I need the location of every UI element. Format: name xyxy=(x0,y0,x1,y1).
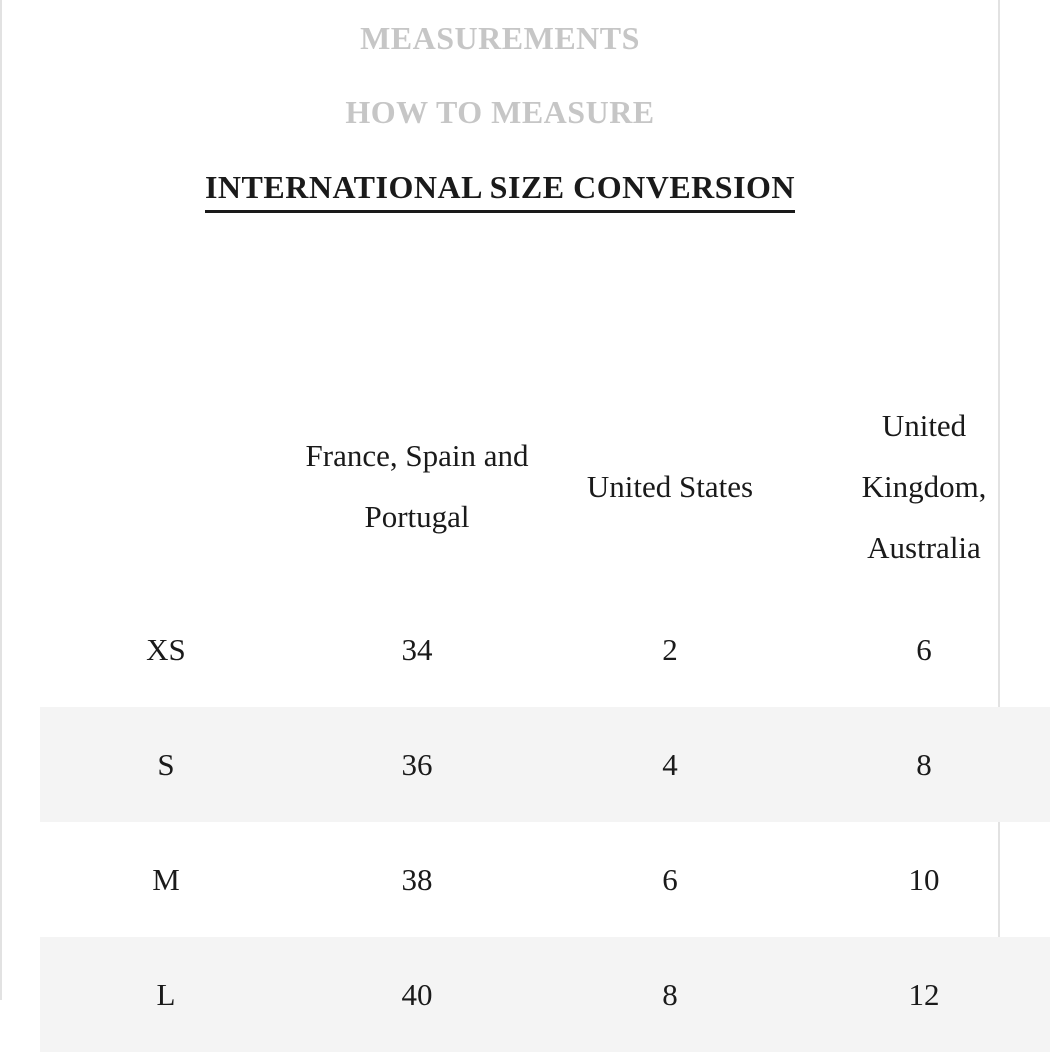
cell-size: XS xyxy=(146,631,186,667)
header-size xyxy=(40,380,292,592)
cell-france: 34 xyxy=(401,631,433,667)
left-border xyxy=(0,0,2,1000)
header-united-states xyxy=(542,380,798,592)
header-france-spain-portugal xyxy=(292,380,542,592)
cell-uk: 10 xyxy=(908,861,940,897)
cell-size: L xyxy=(40,937,292,1052)
cell-uk: 8 xyxy=(798,707,1050,822)
header-united-states-label: United States xyxy=(586,468,754,504)
tab-how-to-measure-label: HOW TO MEASURE xyxy=(345,94,655,130)
cell-france: 36 xyxy=(292,707,542,822)
size-conversion-table xyxy=(40,380,1050,1052)
tab-measurements[interactable] xyxy=(0,20,1000,57)
tab-international-size-conversion-label: INTERNATIONAL SIZE CONVERSION xyxy=(205,169,795,213)
cell-france: 40 xyxy=(292,937,542,1052)
cell-us: 6 xyxy=(662,861,678,897)
cell-uk: 6 xyxy=(916,631,932,667)
table-row xyxy=(40,937,1050,1052)
cell-size: M xyxy=(152,861,180,897)
table-row xyxy=(40,592,1050,707)
size-conversion-table-container[interactable] xyxy=(40,380,987,1012)
table-row xyxy=(40,707,1050,822)
tab-how-to-measure[interactable] xyxy=(0,94,1000,131)
cell-size: S xyxy=(40,707,292,822)
cell-us: 8 xyxy=(542,937,798,1052)
header-france-spain-portugal-label: France, Spain and Portugal xyxy=(305,438,529,534)
table-header-row xyxy=(40,380,1050,592)
cell-uk: 12 xyxy=(798,937,1050,1052)
cell-us: 2 xyxy=(662,631,678,667)
cell-us: 4 xyxy=(542,707,798,822)
header-united-kingdom-australia-label: United Kingdom, Australia xyxy=(861,407,987,565)
header-united-kingdom-australia xyxy=(798,380,1050,592)
table-row xyxy=(40,822,1050,937)
cell-france: 38 xyxy=(401,861,433,897)
tab-measurements-label: MEASUREMENTS xyxy=(360,20,640,56)
tab-international-size-conversion[interactable] xyxy=(0,169,1000,213)
